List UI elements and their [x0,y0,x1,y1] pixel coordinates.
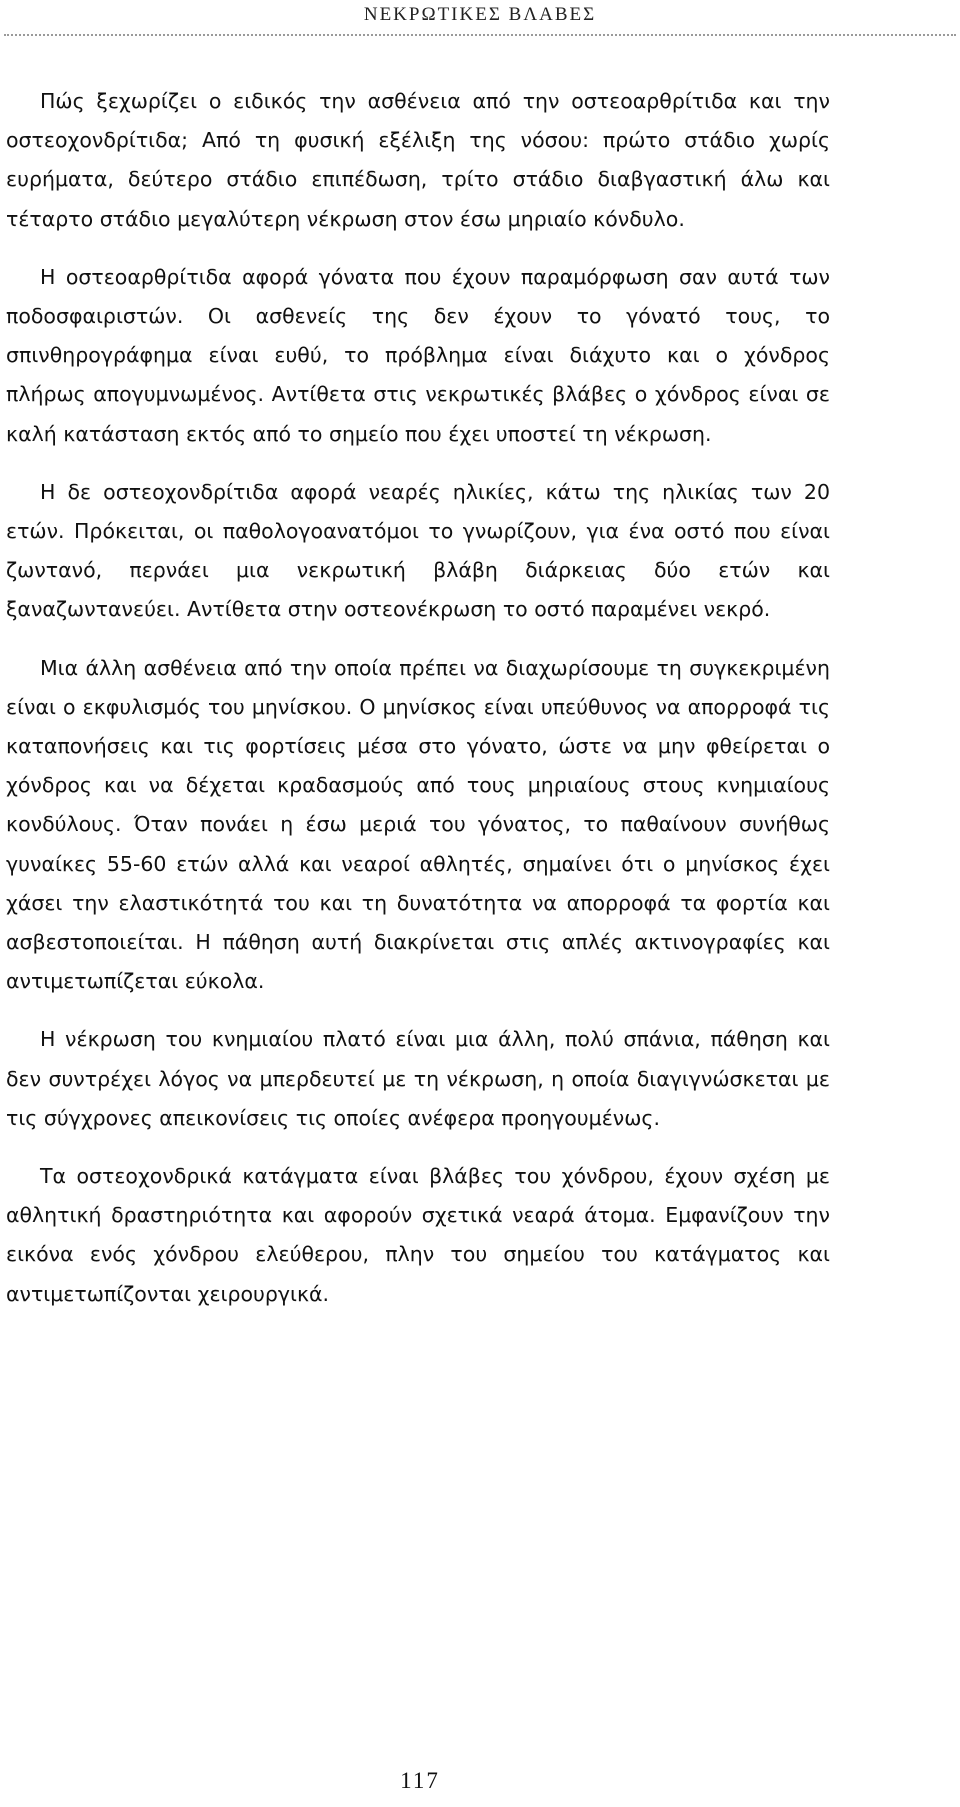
header-rule [4,34,956,36]
paragraph-osteoarthritis: Η οστεοαρθρίτιδα αφορά γόνατα που έχουν παραμόρφωση σαν αυτά των ποδοσφαιριστών. Οι ασθενείς της δεν έχουν το γόνατό τους, το σπινθηρογράφημα είναι ευθύ, το πρόβλημα είναι διάχυτο και ο χόνδρος πλήρως απογυμνωμένος. Αντίθετα στις νεκρωτικές βλάβες ο χόνδρος είναι σε καλή κατάσταση εκτός από το σημείο που έχει υποστεί τη νέκρωση. [6,264,830,446]
paragraph-tibial-plateau-necrosis: Η νέκρωση του κνημιαίου πλατό είναι μια άλλη, πολύ σπάνια, πάθηση και δεν συντρέχει λόγος να μπερδευτεί με τη νέκρωση, η οποία διαγιγνώσκεται με τις σύγχρονες απεικονίσεις τις οποίες ανέφερα προηγουμένως. [6,1027,830,1130]
paragraph-osteochondritis: Η δε οστεοχονδρίτιδα αφορά νεαρές ηλικίες, κάτω της ηλικίας των 20 ετών. Πρόκειται, οι παθολογοανατόμοι το γνωρίζουν, για ένα οστό που είναι ζωντανό, περνάει μια νεκρωτική βλάβη διάρκειας δύο ετών και ξαναζωντανεύει. Αντίθετα στην οστεονέκρωση το οστό παραμένει νεκρό. [6,479,830,622]
page-number: 117 [400,1768,440,1793]
paragraph-meniscus-degeneration: Μια άλλη ασθένεια από την οποία πρέπει να διαχωρίσουμε τη συγκεκριμένη είναι ο εκφυλισμός του μηνίσκου. Ο μηνίσκος είναι υπεύθυνος να απορροφά τις καταπονήσεις και τις φορτίσεις μέσα στο γόνατο, ώστε να μην φθείρεται ο χόνδρος και να δέχεται κραδασμούς από τους μηριαίους στους κνημιαίους κονδύλους. Όταν πονάει η έσω μεριά του γόνατος, το παθαίνουν συνήθως γυναίκες 55-60 ετών αλλά και νεαροί αθλητές, σημαίνει ότι ο μηνίσκος έχει χάσει την ελαστικότητά του και τη δυνατότητα να απορροφά τα φορτία και ασβεστοποιείται. Η πάθηση αυτή διακρίνεται στις απλές ακτινογραφίες και αντιμετωπίζεται εύκολα. [6,655,830,994]
paragraph-differential-diagnosis: Πώς ξεχωρίζει ο ειδικός την ασθένεια από την οστεοαρθρίτιδα και την οστεοχονδρίτιδα; Από τη φυσική εξέλιξη της νόσου: πρώτο στάδιο χωρίς ευρήματα, δεύτερο στάδιο επιπέδωση, τρίτο στάδιο διαβγαστική άλω και τέταρτο στάδιο μεγαλύτερη νέκρωση στον έσω μηριαίο κόνδυλο. [6,89,830,231]
paragraph-osteochondral-fractures: Τα οστεοχονδρικά κατάγματα είναι βλάβες του χόνδρου, έχουν σχέση με αθλητική δραστηριότητα και αφορούν σχετικά νεαρά άτομα. Εμφανίζουν την εικόνα ενός χόνδρου ελεύθερου, πλην του σημείου του κατάγματος και αντιμετωπίζονται χειρουργικά. [6,1164,830,1306]
running-header: ΝΕΚΡΩΤΙΚΕΣ ΒΛΑΒΕΣ [363,4,597,25]
body-text [6,82,830,1333]
